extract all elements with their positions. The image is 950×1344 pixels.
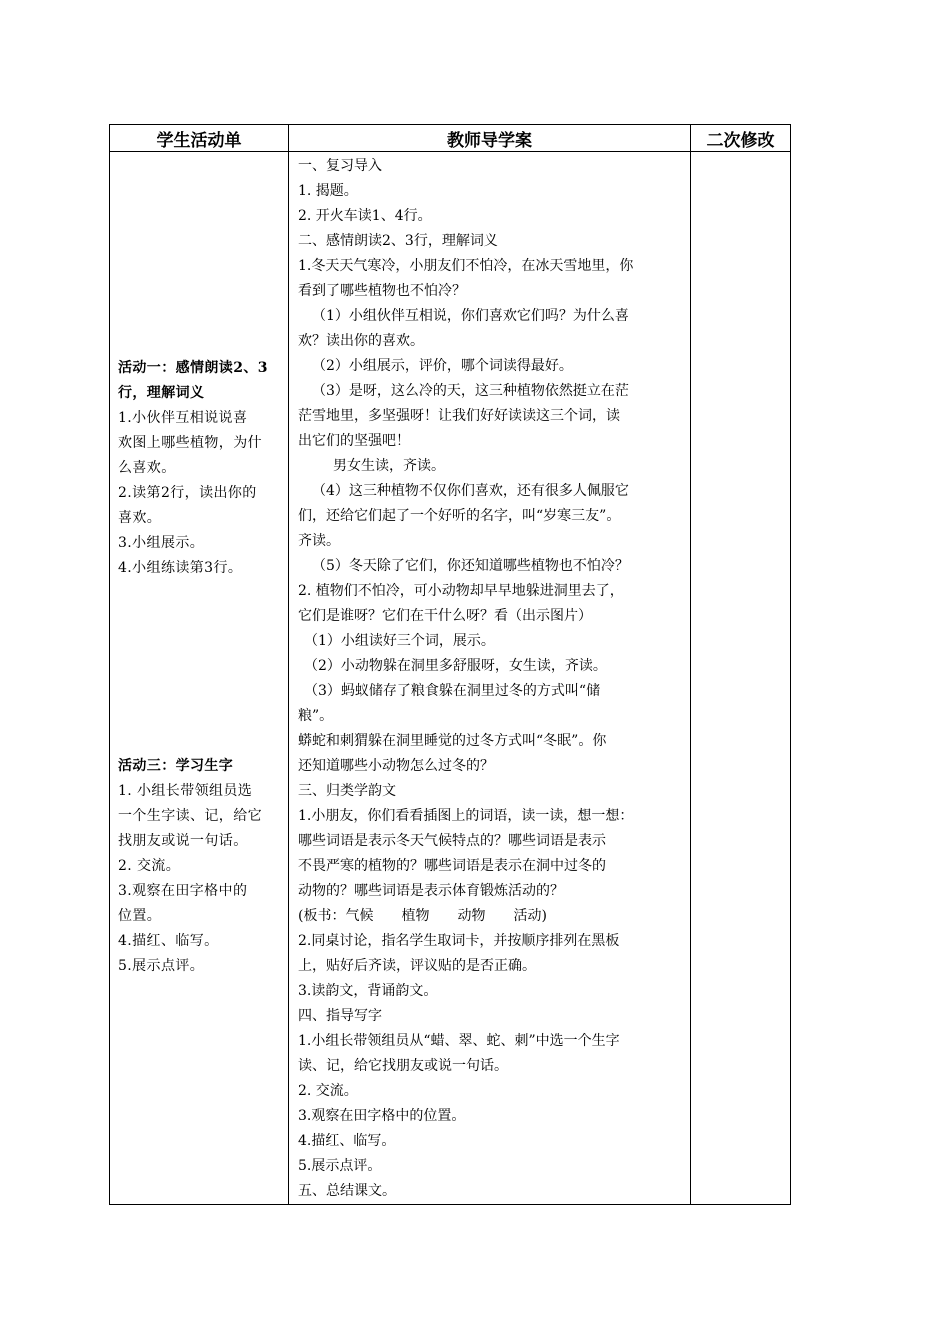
guide-line: 2.同桌讨论，指名学生取词卡，并按顺序排列在黑板	[298, 933, 620, 949]
second-revision-cell	[691, 152, 791, 1205]
content-row	[110, 152, 791, 1205]
guide-line: 出它们的坚强吧！	[298, 433, 410, 449]
guide-line: 四、指导写字	[298, 1008, 382, 1024]
activity-one-line: 1.小伙伴互相说说喜	[118, 410, 248, 426]
guide-line: 2. 交流。	[298, 1083, 358, 1099]
guide-line: 茫雪地里，多坚强呀！让我们好好读读这三个词，读	[298, 408, 620, 424]
activity-one-line: 么喜欢。	[118, 460, 176, 476]
activity-three-line: 1. 小组长带领组员选	[118, 783, 253, 799]
guide-line: （4）这三种植物不仅你们喜欢，还有很多人佩服它	[312, 483, 629, 499]
guide-line: （2）小组展示，评价，哪个词读得最好。	[312, 358, 573, 374]
guide-line: 2. 植物们不怕冷，可小动物却早早地躲进洞里去了，	[298, 583, 624, 599]
guide-line: (板书：气候 植物 动物 活动)	[298, 908, 547, 924]
guide-line: 一、复习导入	[298, 158, 382, 174]
guide-line: （3）蚂蚁储存了粮食躲在洞里过冬的方式叫“储	[304, 683, 601, 699]
activity-three-line: 位置。	[118, 908, 162, 924]
header-row	[110, 125, 791, 152]
guide-line: 不畏严寒的植物的？哪些词语是表示在洞中过冬的	[298, 858, 606, 874]
guide-line: 看到了哪些植物也不怕冷？	[298, 283, 466, 299]
guide-line: 读、记，给它找朋友或说一句话。	[298, 1058, 508, 1074]
activity-one-title: 活动一：感情朗读2、3	[118, 360, 268, 376]
guide-line: （1）小组读好三个词，展示。	[304, 633, 495, 649]
header-teacher-guide: 教师导学案	[289, 125, 691, 152]
teacher-guide-cell	[289, 152, 691, 1205]
lesson-plan-table	[109, 124, 791, 1205]
guide-line: 三、归类学韵文	[298, 783, 396, 799]
guide-line: 1.小组长带领组员从“蜡、翠、蛇、刺”中选一个生字	[298, 1033, 620, 1049]
guide-line: 2. 开火车读1、4行。	[298, 208, 432, 224]
guide-line: （1）小组伙伴互相说，你们喜欢它们吗？为什么喜	[312, 308, 629, 324]
guide-line: 二、感情朗读2、3行，理解词义	[298, 233, 498, 249]
guide-line: 它们是谁呀？它们在干什么呀？看（出示图片）	[298, 608, 592, 624]
student-activity-cell	[110, 152, 289, 1205]
guide-line: 上，贴好后齐读，评议贴的是否正确。	[298, 958, 536, 974]
activity-three-block	[118, 754, 284, 979]
guide-line: 3.观察在田字格中的位置。	[298, 1108, 466, 1124]
guide-line: （2）小动物躲在洞里多舒服呀，女生读，齐读。	[304, 658, 607, 674]
activity-one-line: 2.读第2行，读出你的	[118, 485, 257, 501]
activity-one-block	[118, 356, 284, 581]
activity-three-line: 5.展示点评。	[118, 958, 205, 974]
guide-line: 5.展示点评。	[298, 1158, 382, 1174]
guide-line: 五、总结课文。	[298, 1183, 396, 1199]
activity-three-line: 3.观察在田字格中的	[118, 883, 248, 899]
guide-line: 们，还给它们起了一个好听的名字，叫“岁寒三友”。	[298, 508, 621, 524]
guide-line: 1. 揭题。	[298, 183, 358, 199]
activity-three-line: 找朋友或说一句话。	[118, 833, 248, 849]
activity-one-title-cont: 行，理解词义	[118, 385, 205, 401]
guide-line: 3.读韵文，背诵韵文。	[298, 983, 438, 999]
guide-line: 动物的？哪些词语是表示体育锻炼活动的？	[298, 883, 564, 899]
guide-line: 4.描红、临写。	[298, 1133, 396, 1149]
guide-line: 1.冬天天气寒冷，小朋友们不怕冷，在冰天雪地里，你	[298, 258, 634, 274]
activity-one-line: 3.小组展示。	[118, 535, 205, 551]
activity-one-line: 喜欢。	[118, 510, 162, 526]
guide-line: 男女生读，齐读。	[333, 458, 445, 474]
guide-line: 还知道哪些小动物怎么过冬的？	[298, 758, 494, 774]
header-second-revision: 二次修改	[691, 125, 791, 152]
guide-line: 蟒蛇和刺猬躲在洞里睡觉的过冬方式叫“冬眠”。你	[298, 733, 607, 749]
guide-line: 齐读。	[298, 533, 340, 549]
activity-three-line: 4.描红、临写。	[118, 933, 219, 949]
guide-line: 哪些词语是表示冬天气候特点的？哪些词语是表示	[298, 833, 606, 849]
activity-one-line: 4.小组练读第3行。	[118, 560, 243, 576]
activity-one-line: 欢图上哪些植物，为什	[118, 435, 262, 451]
activity-three-line: 一个生字读、记，给它	[118, 808, 262, 824]
activity-three-line: 2. 交流。	[118, 858, 181, 874]
guide-line: 欢？读出你的喜欢。	[298, 333, 424, 349]
header-student-activity: 学生活动单	[110, 125, 289, 152]
guide-line: 粮”。	[298, 708, 334, 724]
guide-line: （3）是呀，这么冷的天，这三种植物依然挺立在茫	[312, 383, 629, 399]
guide-line: 1.小朋友，你们看看插图上的词语，读一读，想一想：	[298, 808, 634, 824]
guide-line: （5）冬天除了它们，你还知道哪些植物也不怕冷？	[312, 558, 629, 574]
activity-three-title: 活动三：学习生字	[118, 758, 234, 774]
